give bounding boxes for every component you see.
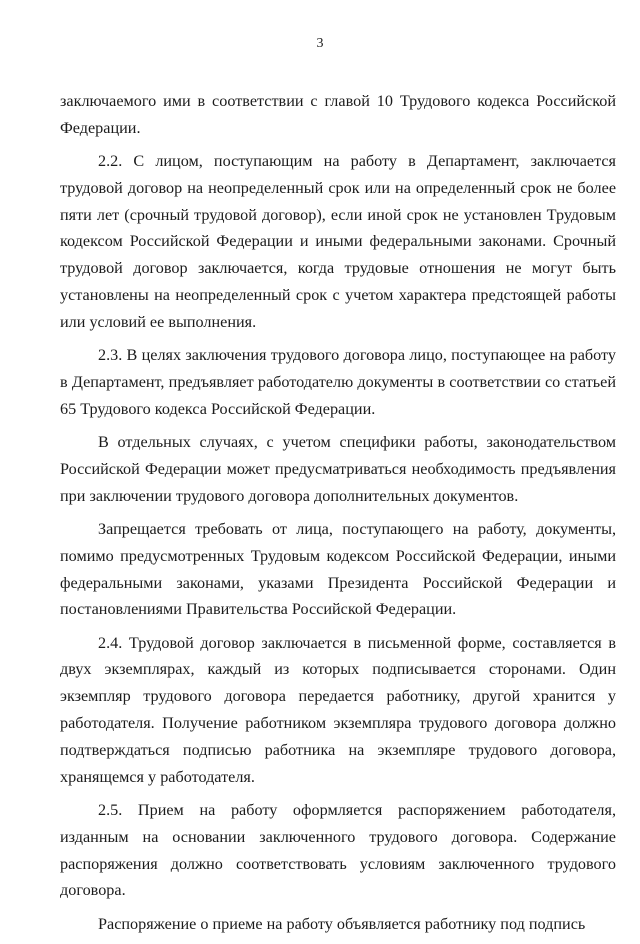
paragraph-special-cases: В отдельных случаях, с учетом специфики работы, законодательством Российской Федерации может предусматриваться необходимость предъявления при заключении трудового договора дополнительных документов. <box>60 433 616 505</box>
paragraph-2-3: 2.3. В целях заключения трудового договора лицо, поступающее на работу в Департамент, предъявляет работодателю документы в соответствии со статьей 65 Трудового кодекса Российской Федерации. <box>60 346 616 418</box>
page-number: 3 <box>316 36 324 51</box>
paragraph-2-5: 2.5. Прием на работу оформляется распоряжением работодателя, изданным на основании заключенного трудового договора. Содержание распоряжения должно соответствовать условиям заключенного трудового договора. <box>60 800 616 900</box>
document-body <box>60 88 616 944</box>
paragraph-order-announcement: Распоряжение о приеме на работу объявляется работнику под подпись <box>98 914 586 933</box>
paragraph-prohibition: Запрещается требовать от лица, поступающего на работу, документы, помимо предусмотренных Трудовым кодексом Российской Федерации, иными федеральными законами, указами Президента Российской Федерации и постановлениями Правительства Российской Федерации. <box>60 519 616 619</box>
paragraph-2-2: 2.2. С лицом, поступающим на работу в Департамент, заключается трудовой договор на неопределенный срок или на определенный срок не более пяти лет (срочный трудовой договор), если иной срок не установлен Трудовым кодексом Российской Федерации и иными федеральными законами. Срочный трудовой договор заключается, когда трудовые отношения не могут быть установлены на неопределенный срок с учетом характера предстоящей работы или условий ее выполнения. <box>60 152 616 331</box>
paragraph-continuation: заключаемого ими в соответствии с главой 10 Трудового кодекса Российской Федерации. <box>60 92 616 137</box>
paragraph-2-4: 2.4. Трудовой договор заключается в письменной форме, составляется в двух экземплярах, каждый из которых подписывается сторонами. Один экземпляр трудового договора передается работнику, другой хранится у работодателя. Получение работником экземпляра трудового договора должно подтверждаться подписью работника на экземпляре трудового договора, хранящемся у работодателя. <box>60 633 616 786</box>
